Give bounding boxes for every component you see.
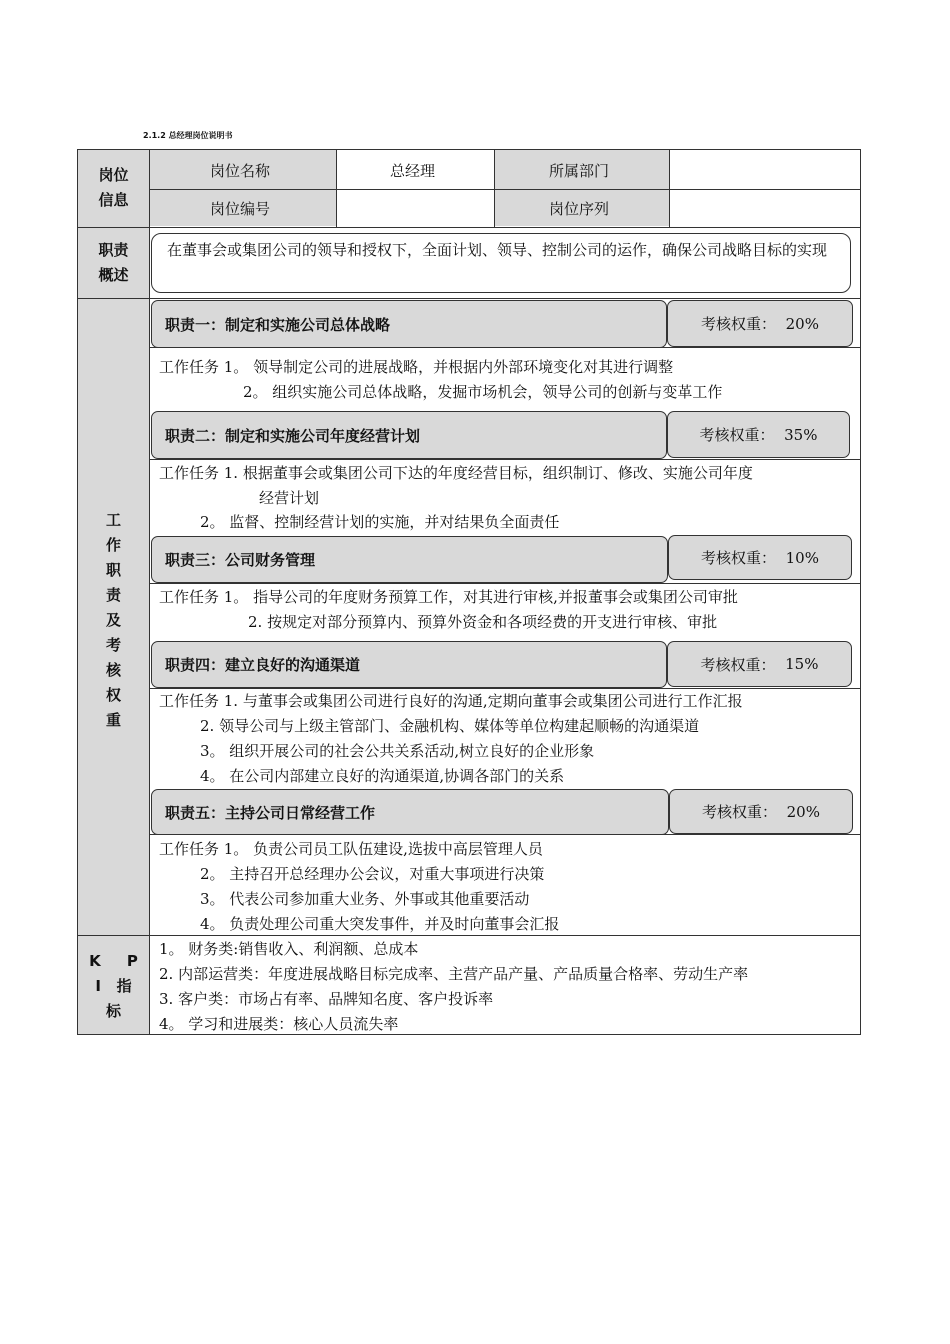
weight-label: 考核权重： (701, 315, 777, 333)
kpi-label-line-2: I 指 (95, 977, 132, 995)
duty-1-weight (667, 300, 853, 347)
position-info-label: 岗位 信息 (98, 166, 129, 209)
kpi-label-line-1: K P (89, 952, 138, 970)
position-sequence-label: 岗位序列 (549, 200, 610, 218)
duty-1-task-2: 2。 组织实施公司总体战略，发掘市场机会，领导公司的创新与变革工作 (243, 383, 723, 401)
position-code-label: 岗位编号 (210, 200, 271, 218)
kpi-label-line-3: 标 (105, 1002, 121, 1020)
summary-text: 在董事会或集团公司的领导和授权下，全面计划、领导、控制公司的运作，确保公司战略目标的实现 (151, 233, 851, 293)
duty-5-title: 职责五：主持公司日常经营工作 (151, 789, 669, 835)
duty-2-task-1: 工作任务 1. 根据董事会或集团公司下达的年度经营目标，组织制订、修改、实施公司年度 (159, 464, 753, 482)
kpi-item-2: 2. 内部运营类：年度进展战略目标完成率、主营产品产量、产品质量合格率、劳动生产率 (159, 965, 749, 983)
position-name-label: 岗位名称 (210, 162, 271, 180)
duty-5-task-2: 2。 主持召开总经理办公会议，对重大事项进行决策 (200, 865, 545, 883)
duty-4-task-3: 3。 组织开展公司的社会公共关系活动,树立良好的企业形象 (200, 742, 595, 760)
duty-4-weight-value: 15% (785, 655, 819, 673)
duty-5-task-3: 3。 代表公司参加重大业务、外事或其他重要活动 (200, 890, 530, 908)
kpi-item-1: 1。 财务类:销售收入、利润额、总成本 (159, 940, 419, 958)
summary-label: 职责 概述 (98, 241, 129, 284)
duty-4-task-1: 工作任务 1. 与董事会或集团公司进行良好的沟通,定期向董事会或集团公司进行工作汇报 (159, 692, 743, 710)
duty-5-weight (669, 789, 853, 834)
kpi-label (78, 949, 149, 1024)
department-label: 所属部门 (549, 162, 610, 180)
duty-1-title: 职责一：制定和实施公司总体战略 (151, 300, 667, 348)
weight-label: 考核权重： (702, 803, 778, 821)
duty-3-task-1: 工作任务 1。 指导公司的年度财务预算工作，对其进行审核,并报董事会或集团公司审批 (159, 588, 738, 606)
kpi-item-3: 3. 客户类：市场占有率、品牌知名度、客户投诉率 (159, 990, 494, 1008)
duty-3-title: 职责三：公司财务管理 (151, 536, 668, 583)
duty-4-task-2: 2. 领导公司与上级主管部门、金融机构、媒体等单位构建起顺畅的沟通渠道 (200, 717, 700, 735)
duty-2-task-2: 2。 监督、控制经营计划的实施，并对结果负全面责任 (200, 513, 560, 531)
duty-1-weight-value: 20% (785, 314, 819, 333)
kpi-item-4: 4。 学习和进展类：核心人员流失率 (159, 1015, 399, 1033)
duty-2-weight-value: 35% (784, 425, 818, 444)
weight-label: 考核权重： (700, 655, 776, 674)
duty-3-weight-value: 10% (785, 548, 819, 567)
duty-3-task-2: 2. 按规定对部分预算内、预算外资金和各项经费的开支进行审核、审批 (248, 613, 718, 631)
duty-5-weight-value: 20% (786, 802, 820, 821)
duty-5-task-4: 4。 负责处理公司重大突发事件，并及时向董事会汇报 (200, 915, 560, 933)
duty-4-title: 职责四：建立良好的沟通渠道 (151, 641, 667, 688)
weight-label: 考核权重： (699, 426, 775, 444)
duty-3-weight (668, 535, 852, 580)
duty-5-task-1: 工作任务 1。 负责公司员工队伍建设,选拔中高层管理人员 (159, 840, 543, 858)
duty-4-weight (667, 641, 852, 687)
duties-label: 工 作 职 责 及 考 核 权 重 (105, 511, 121, 729)
document-title: 2.1.2 总经理岗位说明书 (143, 131, 233, 140)
duty-2-title: 职责二：制定和实施公司年度经营计划 (151, 411, 667, 459)
weight-label: 考核权重： (701, 549, 777, 567)
duty-4-task-4: 4。 在公司内部建立良好的沟通渠道,协调各部门的关系 (200, 767, 565, 785)
duty-2-task-1-cont: 经营计划 (259, 489, 320, 507)
duty-1-task-1: 工作任务 1。 领导制定公司的进展战略，并根据内外部环境变化对其进行调整 (159, 358, 674, 376)
position-name-value: 总经理 (390, 162, 436, 180)
duty-2-weight (667, 411, 850, 458)
